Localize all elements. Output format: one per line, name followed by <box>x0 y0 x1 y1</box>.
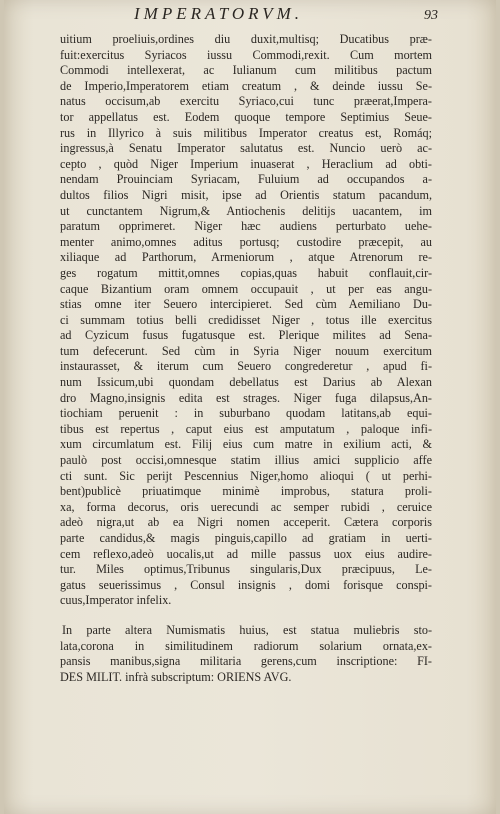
text-line: In parte altera Numismatis huius, est statua muliebris sto- <box>62 622 432 637</box>
text-line: DES MILIT. infrà subscriptum: ORIENS AVG. <box>60 669 292 684</box>
paragraph-2 <box>60 623 432 685</box>
text-line: adeò nigra,ut ab ea Nigri nomen acceperit. Cætera corporis <box>60 515 432 530</box>
text-line: dultos filios Nigri misit, ipse ad Orientis statum pacandum, <box>60 187 432 202</box>
text-line: natus occisum,ab exercitu Syriaco,cui tunc præerat,Impera- <box>60 94 432 109</box>
text-line: ad Cyzicum fusus fugatusque est. Plerique milites ad Sena- <box>60 328 432 343</box>
text-line: tur. Miles optimus,Tribunus singularis,Dux præcipuus, Le- <box>60 562 432 577</box>
text-line: ges rogatum mittit,omnes copias,quas habuit conflauit,cir- <box>60 265 432 280</box>
text-line: gatus seuerissimus , Consul insignis , domi forisque conspi- <box>60 577 432 592</box>
body-text <box>60 32 432 685</box>
text-line: instaurasset, & iterum cum Seuero congrederetur , apud fi- <box>60 359 432 374</box>
text-line: ingressus,à Senatu Imperator salutatus est. Nuncio uerò ac- <box>60 141 432 156</box>
text-line: pansis manibus,signa militaria gerens,cum inscriptione: FI- <box>60 654 432 669</box>
text-line: stias omne iter Seuero intercipieret. Sed cùm Aemiliano Du- <box>60 297 432 312</box>
text-line: de Imperio,Imperatorem etiam creatum , & deinde iussu Se- <box>60 78 432 93</box>
text-line: cti sunt. Sic perijt Pescennius Niger,homo alioqui ( ut perhi- <box>60 468 432 483</box>
text-line: ci summam totius belli credidisset Niger , totus ille exercitus <box>60 312 432 327</box>
page-number: 93 <box>424 8 438 23</box>
text-line: cem reflexo,adeò uocalis,ut ad mille passus uox eius audire- <box>60 546 432 561</box>
text-line: rus in Illyrico à suis militibus Imperator creatus est, Romáq; <box>60 125 432 140</box>
book-page <box>4 0 496 814</box>
text-line: Commodi intellexerat, ac Iulianum cum militibus pactum <box>60 63 432 78</box>
text-line: tibus est repertus , caput eius est amputatum , paloque infi- <box>60 421 432 436</box>
text-line: tum defecerunt. Sed cùm in Syria Niger nouum exercitum <box>60 343 432 358</box>
text-line: xum circumlatum est. Filij eius cum matre in exilium acti, & <box>60 437 432 452</box>
text-line: lata,corona in similitudinem radiorum solarium ornata,ex- <box>60 638 432 653</box>
text-line: tiochiam peruenit : in suburbano quodam latitans,ab equi- <box>60 406 432 421</box>
text-line: num Issicum,ubi quondam debellatus est Darius ab Alexan <box>60 375 432 390</box>
text-line: menter animo,omnes aditus portusq; custodire præcepit, au <box>60 234 432 249</box>
text-line: paulò post occisi,omnesque statim illius amici supplicio affe <box>60 453 432 468</box>
text-line: fuit:exercitus Syriacos iussu Commodi,rexit. Cum mortem <box>60 47 432 62</box>
text-line: nendam Prouinciam Syriacam, Fuluium ad occupandos a- <box>60 172 432 187</box>
text-line: cepto , quòd Niger Imperium inuaserat , Heraclium ad obti- <box>60 156 432 171</box>
text-line: ut cunctantem Nigrum,& Antiochenis delitijs uacantem, im <box>60 203 432 218</box>
text-line: bent)publicè priuatimque minimè improbus, statura proli- <box>60 484 432 499</box>
text-line: parte candidus,& magis pinguis,capillo ad gratiam in uerti- <box>60 531 432 545</box>
text-line: uitium proeliuis,ordines diu duxit,multisq; Ducatibus præ- <box>60 32 432 46</box>
text-line: paratum opprimeret. Niger hæc audiens perturbato uehe- <box>60 219 432 234</box>
text-line: cuus,Imperator infelix. <box>60 593 172 608</box>
text-line: xa, forma decorus, oris uerecundi ac semper rubidi , ceruice <box>60 499 432 514</box>
text-line: tor appellatus est. Eodem quoque tempore Septimius Seue- <box>60 109 432 124</box>
text-line: caque Bizantium oram omnem occupauit , ut per eas angu- <box>60 281 432 296</box>
running-head: IMPERATORVM. <box>134 4 304 23</box>
page-header <box>4 2 496 32</box>
text-line: dro Magno,insignis edita est strages. Niger fuga dilapsus,An- <box>60 390 432 405</box>
paragraph-1 <box>60 32 432 609</box>
text-line: xiliaque ad Parthorum, Armeniorum , atque Atrenorum re- <box>60 250 432 265</box>
